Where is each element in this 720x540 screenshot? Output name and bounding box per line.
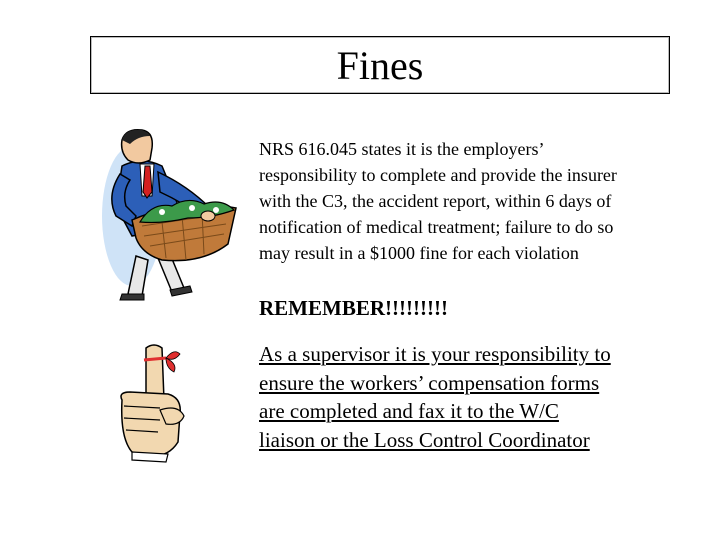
finger-with-string-icon [108, 342, 198, 464]
remember-heading: REMEMBER!!!!!!!!! [259, 296, 448, 320]
supervisor-reminder: As a supervisor it is your responsibility to ensure the workers’ compensation forms are completed and fax it to the W/C liaison or the Loss Control Coordinator [259, 342, 611, 452]
fine-statute-paragraph: NRS 616.045 states it is the employers’ responsibility to complete and provide the insurer with the C3, the accident report, within 6 days of notification of medical treatment; failure to do so may result in a $1000 fine for each violation [259, 139, 617, 263]
page-title: Fines [336, 43, 424, 88]
man-with-money-basket-icon [92, 126, 252, 304]
